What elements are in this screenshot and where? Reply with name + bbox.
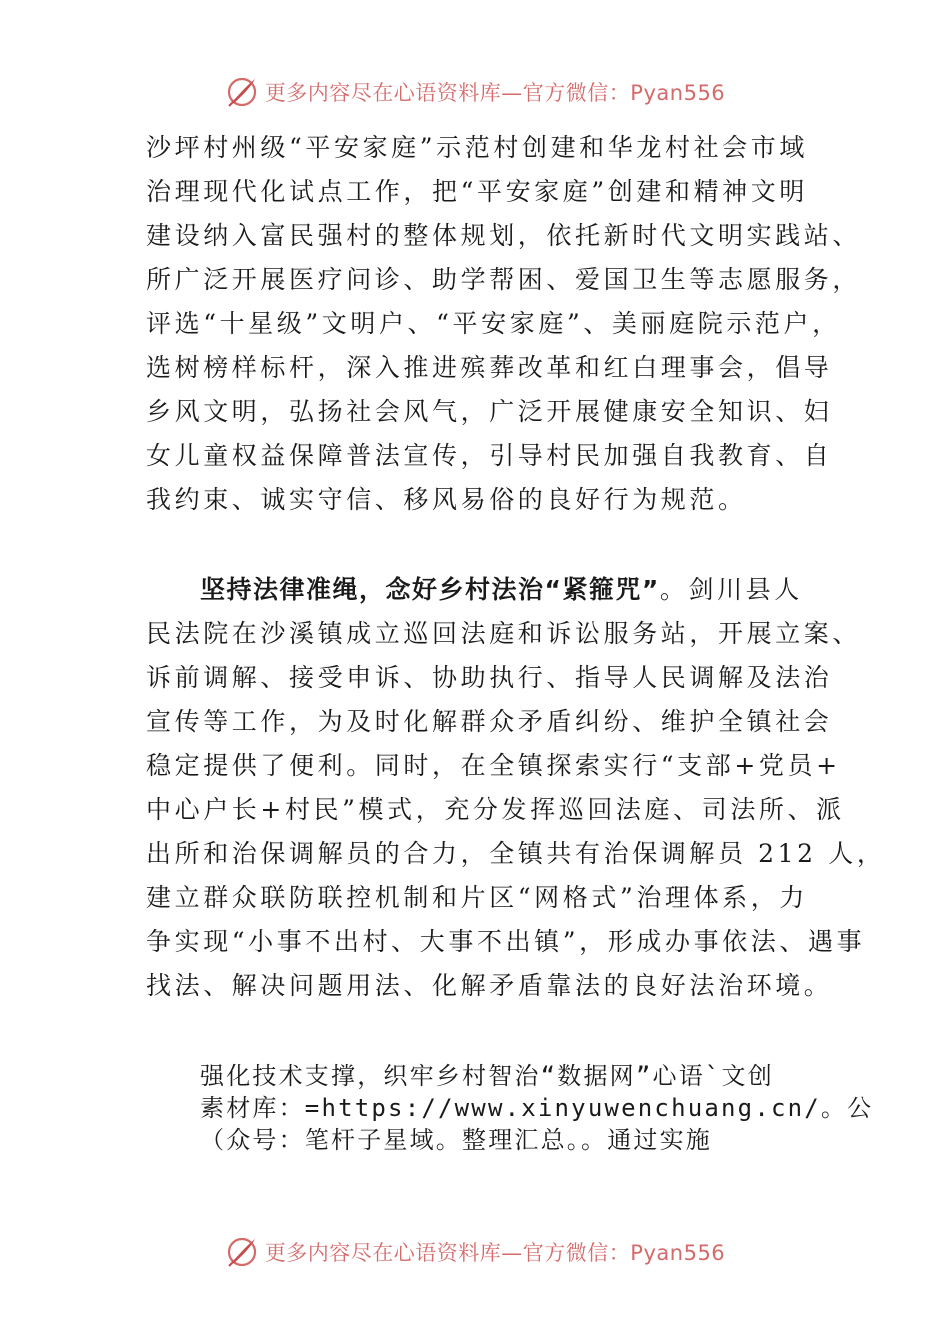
paragraph-line: 中心户长+村民”模式，充分发挥巡回法庭、司法所、派 (146, 795, 845, 824)
quill-logo-icon (225, 1235, 259, 1269)
paragraph-line: 女儿童权益保障普法宣传，引导村民加强自我教育、自 (146, 441, 833, 470)
paragraph-line: 乡风文明，弘扬社会风气，广泛开展健康安全知识、妇 (146, 397, 833, 426)
paragraph-line: 出所和治保调解员的合力，全镇共有治保调解员 212 人， (146, 839, 886, 868)
paragraph-spacer (146, 1008, 826, 1060)
paragraph-line: （众号：笔杆子星域。整理汇总。。通过实施 (200, 1126, 712, 1154)
paragraph-line: 找法、解决问题用法、化解矛盾靠法的良好法治环境。 (146, 971, 833, 1000)
paragraph-line: 建设纳入富民强村的整体规划，依托新时代文明实践站、 (146, 221, 862, 250)
paragraph-line: 评选“十星级”文明户、“平安家庭”、美丽庭院示范户， (146, 309, 841, 338)
paragraph-line: 建立群众联防联控机制和片区“网格式”治理体系，力 (146, 883, 808, 912)
paragraph-1 (146, 126, 862, 522)
paragraph-first-line (146, 568, 826, 612)
watermark-text: 更多内容尽在心语资料库—官方微信：Pyan556 (264, 1241, 726, 1265)
paragraph-line: 素材库：=https://www.xinyuwenchuang.cn/。公 (200, 1094, 874, 1122)
paragraph-spacer (146, 522, 826, 568)
quill-logo-icon (225, 75, 259, 109)
document-body (146, 126, 886, 1156)
footer-watermark (0, 1232, 950, 1272)
paragraph-line-rest: 。剑川县人 (659, 575, 803, 604)
paragraph-line: 沙坪村州级“平安家庭”示范村创建和华龙村社会市域 (146, 133, 808, 162)
paragraph-line: 我约束、诚实守信、移风易俗的良好行为规范。 (146, 485, 747, 514)
section-heading: 坚持法律准绳，念好乡村法治“紧箍咒” (200, 575, 660, 604)
paragraph-line: 选树榜样标杆，深入推进殡葬改革和红白理事会，倡导 (146, 353, 833, 382)
paragraph-line: 宣传等工作，为及时化解群众矛盾纠纷、维护全镇社会 (146, 707, 833, 736)
paragraph-line: 争实现“小事不出村、大事不出镇”，形成办事依法、遇事 (146, 927, 866, 956)
paragraph-2 (146, 568, 886, 1008)
paragraph-line: 强化技术支撑，织牢乡村智治“数据网”心语`文创 (200, 1062, 774, 1090)
paragraph-line: 诉前调解、接受申诉、协助执行、指导人民调解及法治 (146, 663, 833, 692)
watermark-text: 更多内容尽在心语资料库—官方微信：Pyan556 (264, 81, 726, 105)
paragraph-3 (146, 1060, 874, 1156)
paragraph-line: 民法院在沙溪镇成立巡回法庭和诉讼服务站，开展立案、 (146, 619, 862, 648)
paragraph-line: 治理现代化试点工作，把“平安家庭”创建和精神文明 (146, 177, 808, 206)
paragraph-line: 稳定提供了便利。同时，在全镇探索实行“支部+党员+ (146, 751, 841, 780)
header-watermark (0, 72, 950, 112)
paragraph-line: 所广泛开展医疗问诊、助学帮困、爱国卫生等志愿服务， (146, 265, 862, 294)
